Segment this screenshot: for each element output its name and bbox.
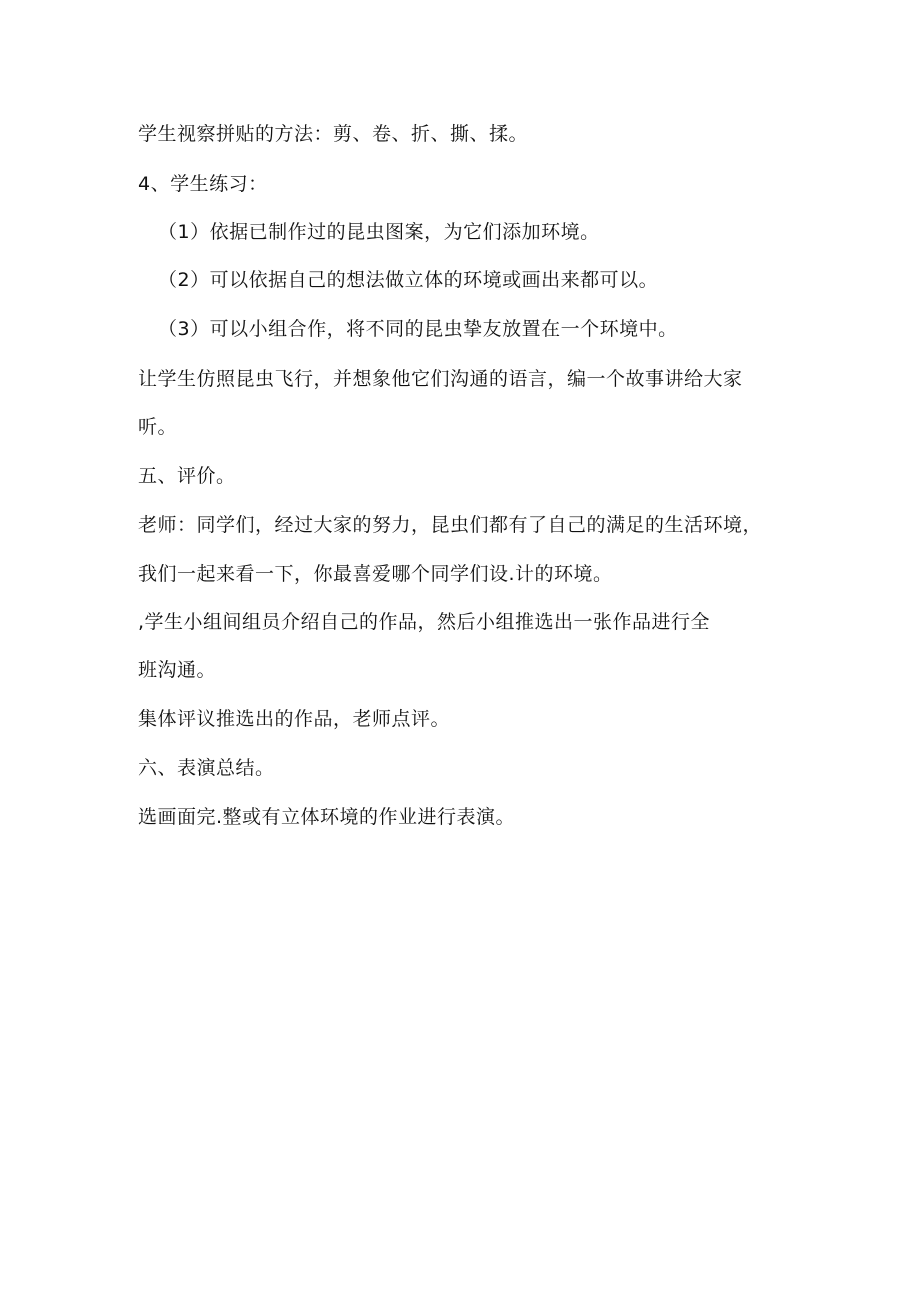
paragraph-group-introduce-cont: 班沟通。 [138,659,217,681]
paragraph-collage-methods: 学生视察拼贴的方法：剪、卷、折、撕、揉。 [138,123,529,145]
paragraph-teacher-remark: 老师：同学们，经过大家的努力，昆虫们都有了自己的满足的生活环境， [138,514,763,536]
list-item-practice-1: （1）依据已制作过的昆虫图案，为它们添加环境。 [158,221,600,243]
heading-evaluation: 五、评价。 [138,465,236,487]
heading-student-practice: 4、学生练习： [138,173,268,195]
heading-performance-summary: 六、表演总结。 [138,757,275,779]
paragraph-group-introduce: ,学生小组间组员介绍自己的作品，然后小组推选出一张作品进行全 [138,611,711,633]
list-item-practice-2: （2）可以依据自己的想法做立体的环境或画出来都可以。 [158,269,659,291]
list-item-practice-3: （3）可以小组合作，将不同的昆虫挚友放置在一个环境中。 [158,318,678,340]
paragraph-imitate-flight: 让学生仿照昆虫飞行，并想象他它们沟通的语言，编一个故事讲给大家 [138,368,743,390]
paragraph-collective-review: 集体评议推选出的作品，老师点评。 [138,708,451,730]
paragraph-imitate-flight-cont: 听。 [138,416,178,438]
paragraph-performance: 选画面完.整或有立体环境的作业进行表演。 [138,806,516,828]
paragraph-teacher-remark-cont: 我们一起来看一下，你最喜爱哪个同学们设.计的环境。 [138,563,613,585]
